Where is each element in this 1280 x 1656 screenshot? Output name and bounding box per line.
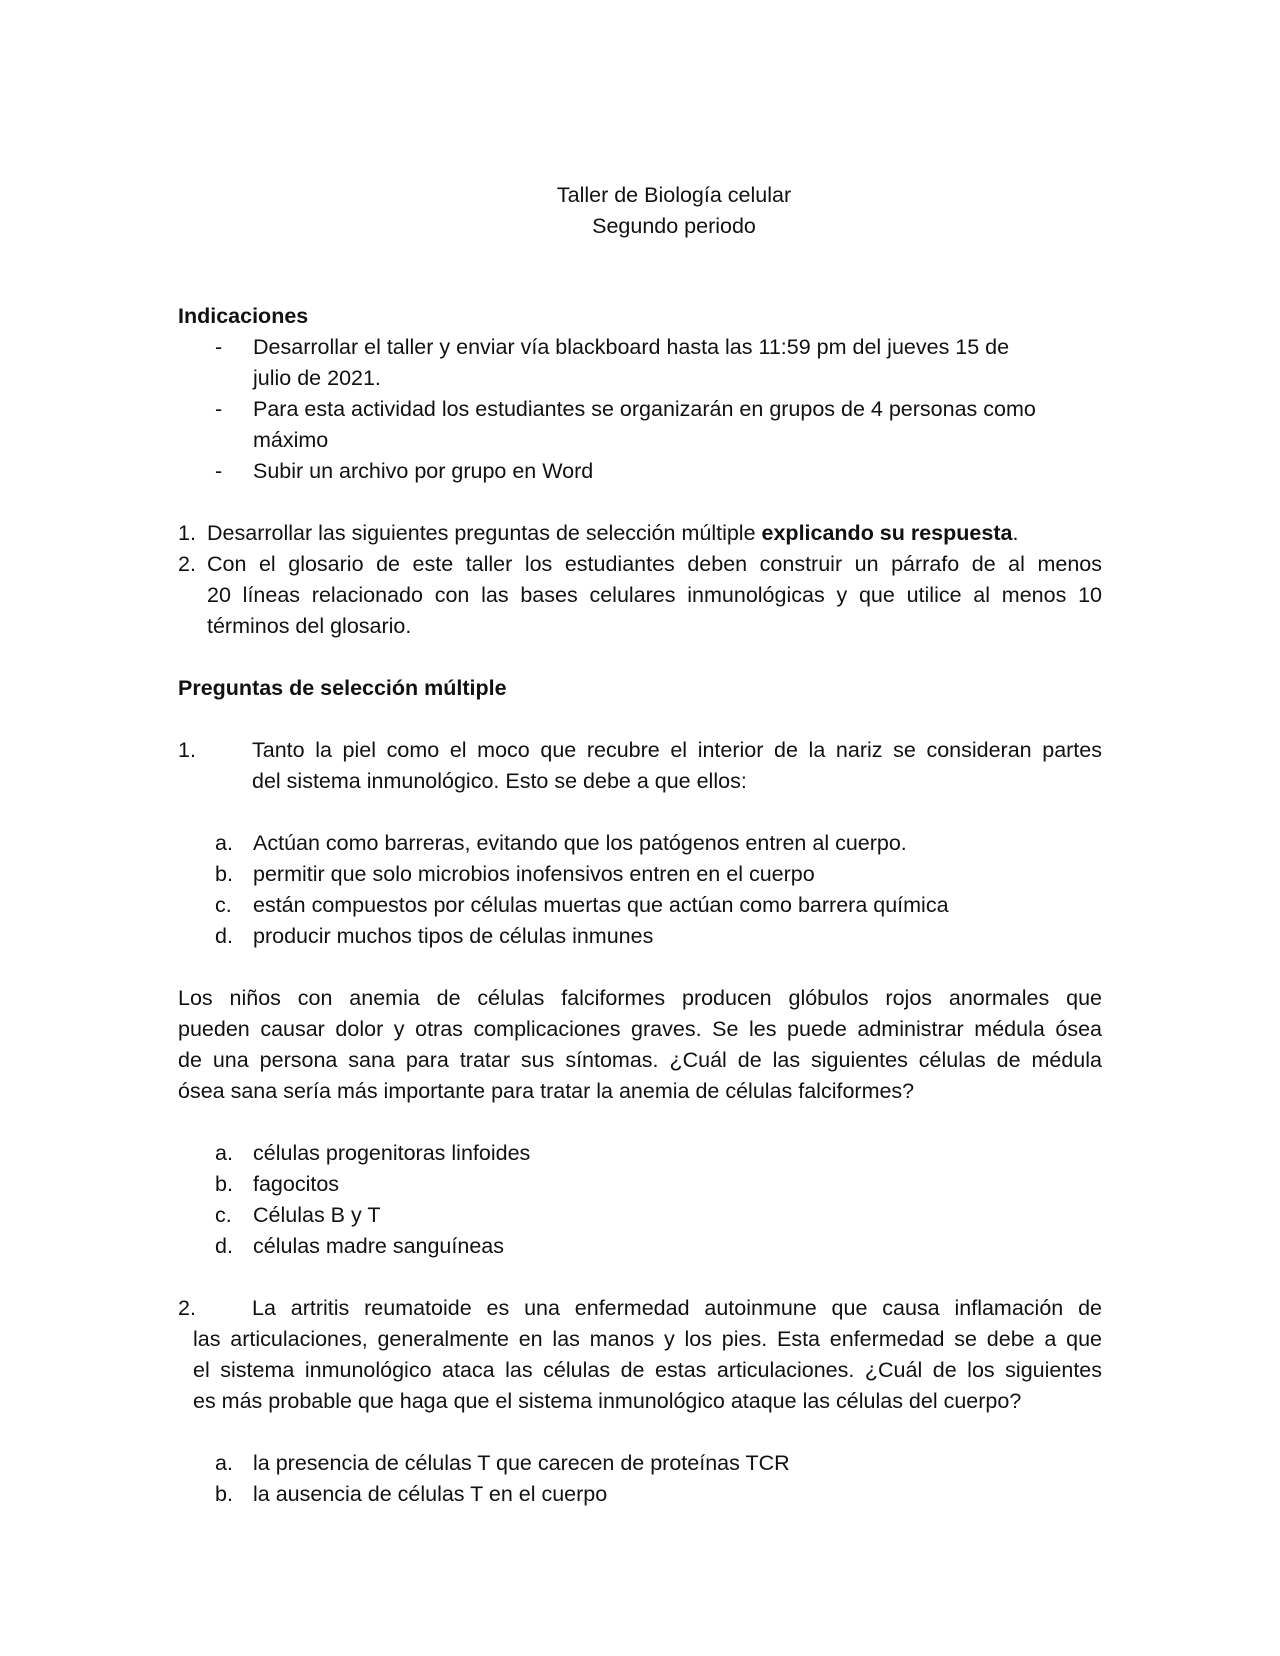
instruction-2-line1: Con el glosario de este taller los estudiantes deben construir un párrafo de al menos (207, 552, 1102, 576)
option-letter: a. (215, 1141, 233, 1165)
document-title: Taller de Biología celular (556, 183, 792, 207)
question-1-option-d: producir muchos tipos de células inmunes (253, 924, 654, 948)
indicacion-2-line1: Para esta actividad los estudiantes se organizarán en grupos de 4 personas como (253, 397, 1036, 421)
bullet-dash: - (215, 397, 223, 421)
question-1-option-c: están compuestos por células muertas que actúan como barrera química (253, 893, 949, 917)
question-anemia-option-d: células madre sanguíneas (253, 1234, 504, 1258)
indicacion-1-line1: Desarrollar el taller y enviar vía blackboard hasta las 11:59 pm del jueves 15 de (253, 335, 1010, 359)
option-letter: b. (215, 862, 233, 886)
question-anemia-option-c: Células B y T (253, 1203, 381, 1227)
indicacion-2-line2: máximo (253, 428, 329, 452)
question-2-option-b: la ausencia de células T en el cuerpo (253, 1482, 608, 1506)
document-subtitle: Segundo periodo (592, 214, 756, 238)
instruction-1-end: . (1012, 521, 1019, 545)
indicacion-1-line2: julio de 2021. (253, 366, 381, 390)
question-1-line2: del sistema inmunológico. Esto se debe a que ellos: (252, 769, 747, 793)
instruction-1 (207, 518, 1018, 548)
instruction-1-bold: explicando su respuesta (761, 521, 1013, 545)
question-anemia-line4: ósea sana sería más importante para tratar la anemia de células falciformes? (178, 1079, 915, 1103)
option-letter: c. (215, 893, 232, 917)
option-letter: b. (215, 1482, 233, 1506)
question-2-line3: el sistema inmunológico ataca las células de estas articulaciones. ¿Cuál de los siguientes (193, 1358, 1102, 1382)
question-2-line2: las articulaciones, generalmente en las manos y los pies. Esta enfermedad se debe a que (193, 1327, 1102, 1351)
question-anemia-line2: pueden causar dolor y otras complicaciones graves. Se les puede administrar médula ósea (178, 1017, 1102, 1041)
question-2-option-a: la presencia de células T que carecen de proteínas TCR (253, 1451, 790, 1475)
question-1-option-b: permitir que solo microbios inofensivos entren en el cuerpo (253, 862, 815, 886)
instruction-number: 1. (178, 521, 196, 545)
question-anemia-option-a: células progenitoras linfoides (253, 1141, 531, 1165)
instruction-number: 2. (178, 552, 196, 576)
question-2-line4: es más probable que haga que el sistema inmunológico ataque las células del cuerpo? (193, 1389, 1022, 1413)
option-letter: a. (215, 831, 233, 855)
bullet-dash: - (215, 459, 223, 483)
question-number: 1. (178, 738, 196, 762)
instruction-1-text: Desarrollar las siguientes preguntas de selección múltiple (207, 521, 762, 545)
question-1-option-a: Actúan como barreras, evitando que los patógenos entren al cuerpo. (253, 831, 907, 855)
option-letter: b. (215, 1172, 233, 1196)
indicaciones-heading: Indicaciones (178, 304, 309, 328)
indicacion-3: Subir un archivo por grupo en Word (253, 459, 594, 483)
instruction-2-line3: términos del glosario. (207, 614, 412, 638)
option-letter: c. (215, 1203, 232, 1227)
question-anemia-option-b: fagocitos (253, 1172, 340, 1196)
section-heading: Preguntas de selección múltiple (178, 676, 507, 700)
question-number: 2. (178, 1296, 196, 1320)
question-2-line1: La artritis reumatoide es una enfermedad autoinmune que causa inflamación de (252, 1296, 1102, 1320)
question-anemia-line1: Los niños con anemia de células falciformes producen glóbulos rojos anormales que (178, 986, 1102, 1010)
option-letter: d. (215, 1234, 233, 1258)
option-letter: a. (215, 1451, 233, 1475)
bullet-dash: - (215, 335, 223, 359)
option-letter: d. (215, 924, 233, 948)
question-1-line1: Tanto la piel como el moco que recubre el interior de la nariz se consideran partes (252, 738, 1102, 762)
question-anemia-line3: de una persona sana para tratar sus síntomas. ¿Cuál de las siguientes células de médula (178, 1048, 1102, 1072)
instruction-2-line2: 20 líneas relacionado con las bases celulares inmunológicas y que utilice al menos 10 (207, 583, 1102, 607)
